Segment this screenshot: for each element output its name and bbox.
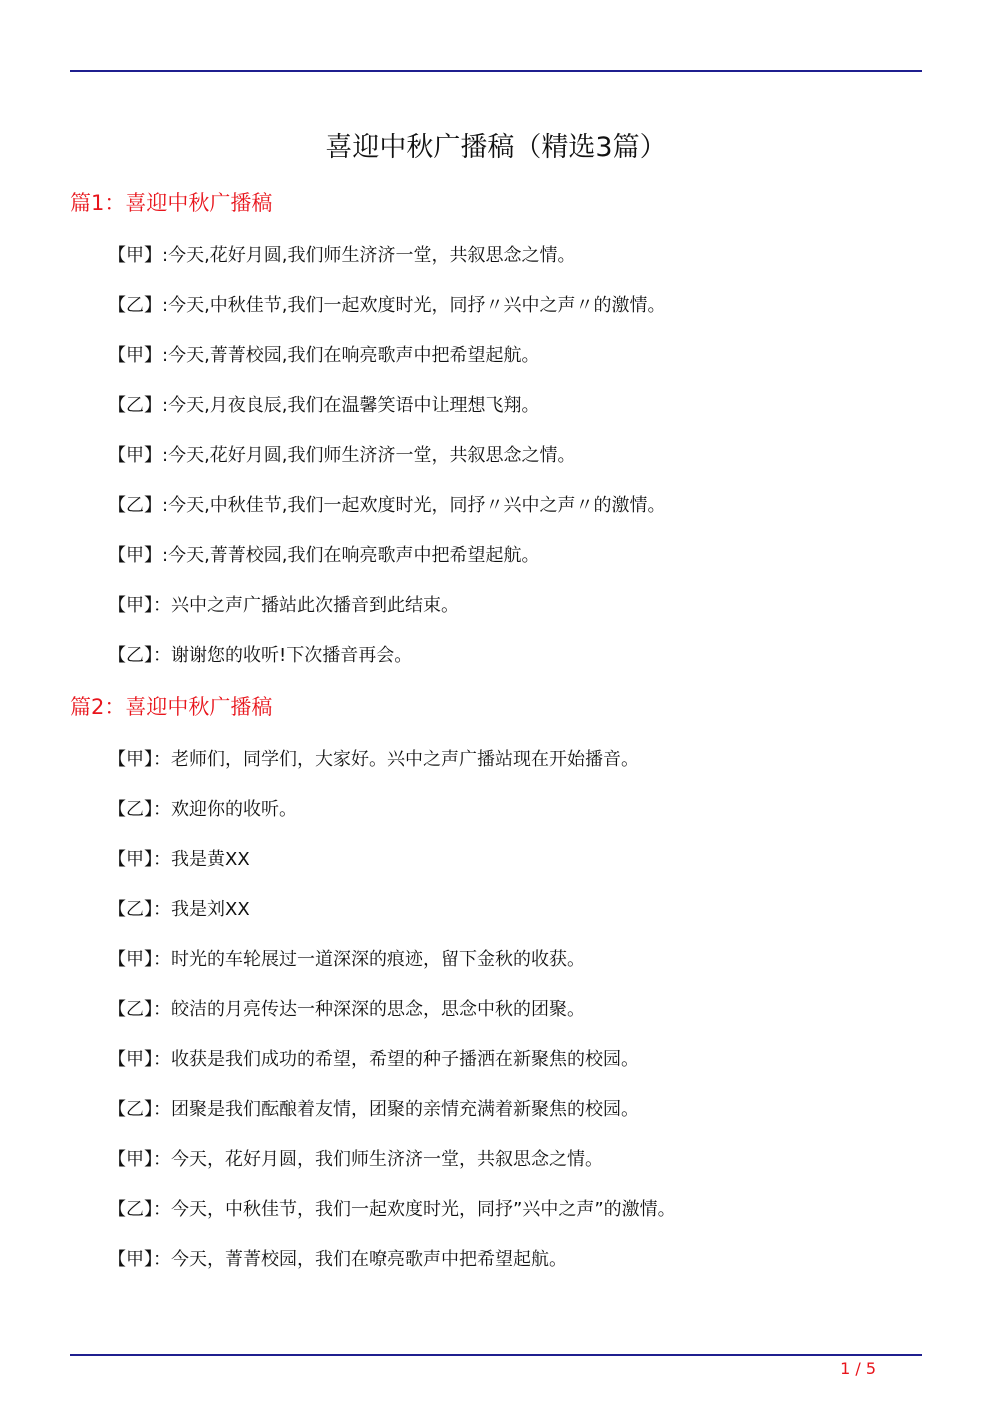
document-title: 喜迎中秋广播稿（精选3篇）	[325, 132, 667, 163]
section-heading: 篇1：喜迎中秋广播稿	[70, 191, 273, 215]
footer-rule	[70, 1354, 922, 1356]
dialogue-line: 【甲】:今天,菁菁校园,我们在响亮歌声中把希望起航。	[108, 545, 540, 566]
dialogue-line: 【甲】:今天,花好月圆,我们师生济济一堂，共叙思念之情。	[108, 245, 576, 266]
dialogue-line: 【甲】：今天，菁菁校园，我们在嘹亮歌声中把希望起航。	[108, 1249, 567, 1270]
dialogue-line: 【乙】：我是刘XX	[108, 899, 250, 920]
dialogue-line: 【乙】:今天,月夜良辰,我们在温馨笑语中让理想飞翔。	[108, 395, 540, 416]
dialogue-line: 【甲】:今天,菁菁校园,我们在响亮歌声中把希望起航。	[108, 345, 540, 366]
section-heading: 篇2：喜迎中秋广播稿	[70, 695, 273, 719]
dialogue-line: 【甲】：我是黄XX	[108, 849, 250, 870]
dialogue-line: 【甲】：今天，花好月圆，我们师生济济一堂，共叙思念之情。	[108, 1149, 603, 1170]
dialogue-line: 【甲】：收获是我们成功的希望，希望的种子播洒在新聚焦的校园。	[108, 1049, 639, 1070]
dialogue-line: 【乙】：团聚是我们酝酿着友情，团聚的亲情充满着新聚焦的校园。	[108, 1099, 639, 1120]
dialogue-line: 【乙】：谢谢您的收听!下次播音再会。	[108, 645, 413, 666]
dialogue-line: 【乙】:今天,中秋佳节,我们一起欢度时光，同抒〃兴中之声〃的激情。	[108, 295, 666, 316]
dialogue-line: 【甲】：时光的车轮展过一道深深的痕迹，留下金秋的收获。	[108, 949, 585, 970]
dialogue-line: 【乙】:今天,中秋佳节,我们一起欢度时光，同抒〃兴中之声〃的激情。	[108, 495, 666, 516]
dialogue-line: 【甲】:今天,花好月圆,我们师生济济一堂，共叙思念之情。	[108, 445, 576, 466]
dialogue-line: 【乙】：欢迎你的收听。	[108, 799, 297, 820]
dialogue-line: 【乙】：今天，中秋佳节，我们一起欢度时光，同抒”兴中之声”的激情。	[108, 1199, 676, 1220]
dialogue-line: 【乙】：皎洁的月亮传达一种深深的思念，思念中秋的团聚。	[108, 999, 585, 1020]
header-rule	[70, 70, 922, 72]
dialogue-line: 【甲】：兴中之声广播站此次播音到此结束。	[108, 595, 459, 616]
dialogue-line: 【甲】：老师们，同学们，大家好。兴中之声广播站现在开始播音。	[108, 749, 639, 770]
page-number: 1 / 5	[840, 1359, 876, 1378]
